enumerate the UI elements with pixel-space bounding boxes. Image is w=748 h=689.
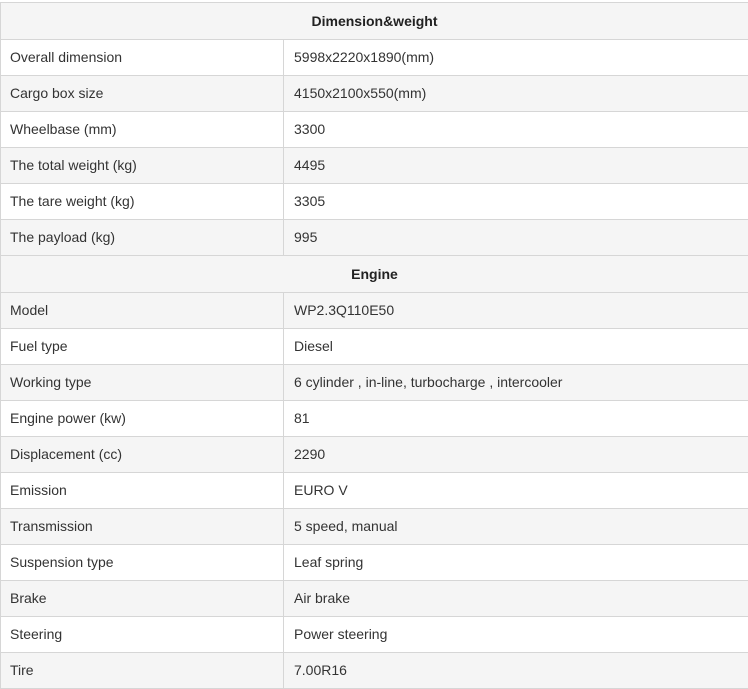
spec-value: Diesel — [284, 329, 748, 365]
spec-label: Working type — [1, 365, 284, 401]
spec-label: Tire — [1, 653, 284, 689]
spec-label: Steering — [1, 617, 284, 653]
spec-label: Wheelbase (mm) — [1, 112, 284, 148]
spec-label: Emission — [1, 473, 284, 509]
spec-value: WP2.3Q110E50 — [284, 293, 748, 329]
table-row — [1, 581, 748, 617]
spec-value: 6 cylinder , in-line, turbocharge , intercooler — [284, 365, 748, 401]
spec-value: Power steering — [284, 617, 748, 653]
spec-value: 5998x2220x1890(mm) — [284, 40, 748, 76]
spec-label: The tare weight (kg) — [1, 184, 284, 220]
table-row — [1, 509, 748, 545]
section-header-dimension-weight — [1, 3, 748, 40]
table-row — [1, 40, 748, 76]
section-title: Dimension&weight — [1, 3, 748, 40]
table-row — [1, 653, 748, 689]
spec-value: 7.00R16 — [284, 653, 748, 689]
spec-label: Overall dimension — [1, 40, 284, 76]
spec-value: 81 — [284, 401, 748, 437]
table-row — [1, 112, 748, 148]
spec-label: The payload (kg) — [1, 220, 284, 256]
table-row — [1, 365, 748, 401]
spec-value: 5 speed, manual — [284, 509, 748, 545]
spec-label: Brake — [1, 581, 284, 617]
spec-label: Displacement (cc) — [1, 437, 284, 473]
spec-label: Suspension type — [1, 545, 284, 581]
spec-label: Model — [1, 293, 284, 329]
spec-label: The total weight (kg) — [1, 148, 284, 184]
table-row — [1, 437, 748, 473]
table-row — [1, 617, 748, 653]
spec-value: 4150x2100x550(mm) — [284, 76, 748, 112]
table-row — [1, 401, 748, 437]
table-row — [1, 329, 748, 365]
table-row — [1, 545, 748, 581]
spec-label: Transmission — [1, 509, 284, 545]
table-row — [1, 220, 748, 256]
table-row — [1, 184, 748, 220]
spec-label: Cargo box size — [1, 76, 284, 112]
spec-label: Engine power (kw) — [1, 401, 284, 437]
spec-value: 2290 — [284, 437, 748, 473]
table-row — [1, 76, 748, 112]
spec-value: 3300 — [284, 112, 748, 148]
table-row — [1, 148, 748, 184]
section-header-engine — [1, 256, 748, 293]
spec-label: Fuel type — [1, 329, 284, 365]
table-row — [1, 293, 748, 329]
spec-value: Leaf spring — [284, 545, 748, 581]
table-row — [1, 473, 748, 509]
section-title: Engine — [1, 256, 748, 293]
spec-value: 4495 — [284, 148, 748, 184]
spec-value: 995 — [284, 220, 748, 256]
spec-value: 3305 — [284, 184, 748, 220]
spec-value: Air brake — [284, 581, 748, 617]
spec-table — [0, 2, 748, 689]
spec-value: EURO V — [284, 473, 748, 509]
